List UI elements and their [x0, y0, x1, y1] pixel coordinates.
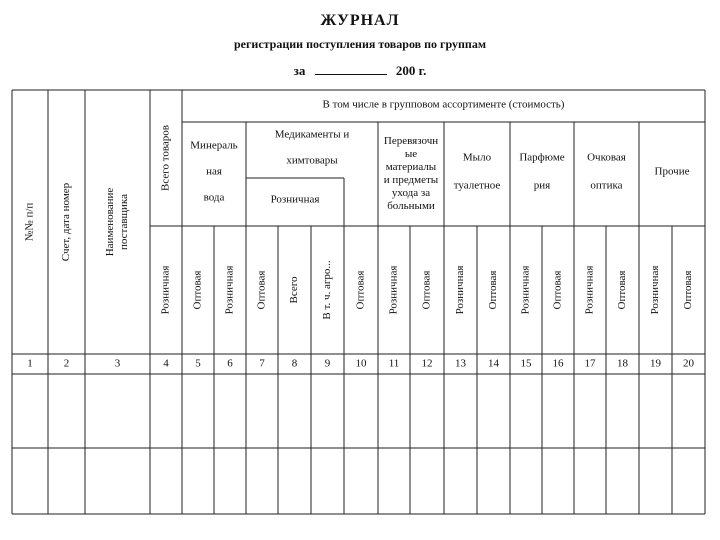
subcol-wholesale: Оптовая — [420, 270, 433, 310]
subcol-wholesale: Оптовая — [487, 270, 500, 310]
group-optics: оптика — [590, 179, 623, 192]
group-dressing: больными — [387, 200, 435, 213]
group-optics: Очковая — [587, 151, 626, 164]
column-number: 7 — [259, 357, 265, 370]
subcol-wholesale: Оптовая — [354, 270, 367, 310]
column-number: 20 — [683, 357, 694, 370]
journal-title: ЖУРНАЛ — [320, 12, 400, 29]
subcol-retail: Розничная — [583, 265, 596, 315]
subcol-retail: Розничная — [519, 265, 532, 315]
subcol-wholesale: Оптовая — [255, 270, 268, 310]
subcol-wholesale: Оптовая — [616, 270, 629, 310]
column-number: 10 — [355, 357, 367, 370]
header-supplier: Наименование — [104, 187, 117, 257]
header-group-assortment: В том числе в групповом ассортименте (стоимость) — [322, 98, 565, 111]
subcol-retail: Розничная — [159, 265, 172, 315]
group-dressing: ые — [404, 148, 418, 161]
group-dressing: материалы — [385, 161, 437, 174]
header-invoice: Счет, дата номер — [60, 182, 73, 262]
column-number: 13 — [455, 357, 466, 370]
subcol-retail: Розничная — [454, 265, 467, 315]
journal-subtitle: регистрации поступления товаров по группам — [233, 37, 487, 51]
column-number: 3 — [114, 357, 121, 370]
column-number: 17 — [584, 357, 596, 370]
group-mineral: Минераль — [190, 139, 238, 152]
column-number: 9 — [324, 357, 331, 370]
subcol-retail: Розничная — [649, 265, 662, 315]
subcol-retail: Розничная — [387, 265, 400, 315]
subcol-wholesale: Оптовая — [191, 270, 204, 310]
group-dressing: и предметы — [383, 174, 439, 187]
group-medicines: химтовары — [286, 154, 338, 167]
column-number: 6 — [227, 357, 233, 370]
subcol-retail: Розничная — [223, 265, 236, 315]
group-perfume: Парфюме — [519, 151, 565, 164]
group-medicines: Медикаменты и — [274, 128, 350, 141]
column-number: 19 — [650, 357, 661, 370]
column-number: 15 — [520, 357, 532, 370]
medicines-retail: Розничная — [270, 193, 320, 206]
subcol-incl_agro: В т. ч. агро... — [321, 260, 334, 320]
column-number: 5 — [195, 357, 201, 370]
column-number: 8 — [291, 357, 298, 370]
column-number: 14 — [488, 357, 499, 370]
group-soap: Мыло — [462, 151, 492, 164]
header-number: №№ п/п — [23, 202, 36, 242]
column-number: 2 — [63, 357, 70, 370]
header-supplier: поставщика — [118, 194, 131, 250]
subcol-total: Всего — [288, 276, 301, 304]
date-prefix: за — [293, 63, 306, 78]
group-dressing: Перевязочн — [383, 135, 439, 148]
group-mineral: вода — [203, 191, 225, 204]
column-number: 11 — [388, 357, 400, 370]
column-number: 12 — [421, 357, 433, 370]
group-soap: туалетное — [453, 179, 501, 192]
column-number: 16 — [552, 357, 564, 370]
group-perfume: рия — [533, 179, 551, 192]
column-number: 4 — [163, 357, 169, 370]
header-total-goods: Всего товаров — [159, 124, 172, 192]
group-dressing: ухода за — [391, 187, 431, 200]
subcol-wholesale: Оптовая — [682, 270, 695, 310]
group-mineral: ная — [206, 165, 222, 178]
date-year: 200 г. — [395, 63, 427, 78]
column-number: 18 — [617, 357, 628, 370]
subcol-wholesale: Оптовая — [551, 270, 564, 310]
column-number: 1 — [27, 357, 33, 370]
group-other: Прочие — [654, 165, 690, 178]
